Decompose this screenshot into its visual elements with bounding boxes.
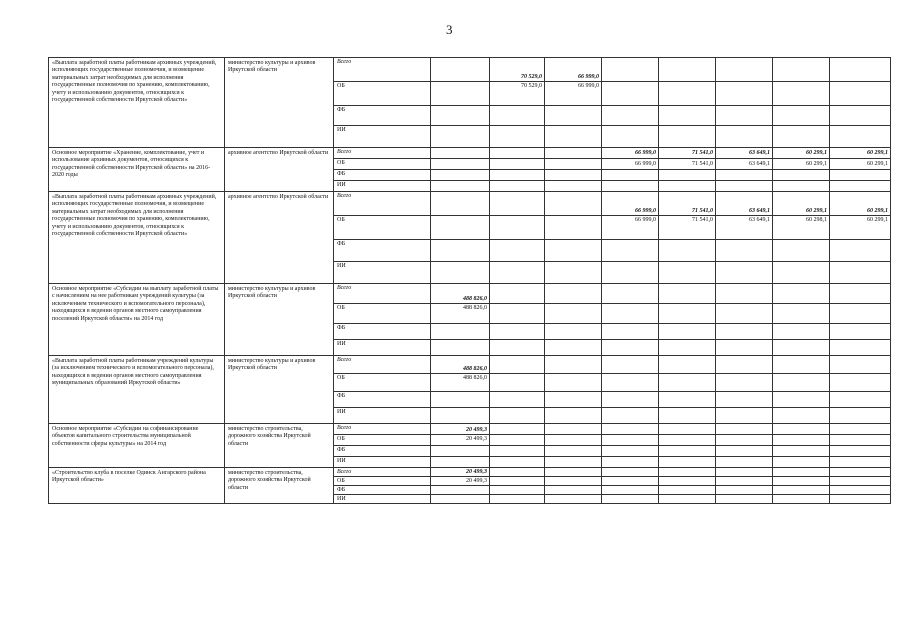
funding-source: ФБ — [334, 106, 431, 126]
amount-cell — [773, 356, 830, 374]
amount-cell — [490, 159, 545, 170]
amount-cell — [830, 106, 891, 126]
amount-cell: 60 299,1 — [773, 192, 830, 216]
responsible-executor: министерство строительства, дорожного хозяйства Иркутской области — [225, 468, 334, 504]
amount-cell — [545, 159, 602, 170]
amount-cell: 488 826,0 — [431, 374, 490, 392]
amount-cell: 20 499,3 — [431, 468, 490, 477]
funding-source: ИИ — [334, 495, 431, 504]
amount-cell — [716, 304, 773, 324]
responsible-executor: министерство культуры и архивов Иркутской области — [225, 356, 334, 424]
funding-source: ОБ — [334, 477, 431, 486]
funding-source: ИИ — [334, 457, 431, 468]
event-description: «Строительство клуба в поселке Одинск Ангарского района Иркутской области» — [49, 468, 225, 504]
amount-cell — [716, 284, 773, 304]
amount-cell — [773, 304, 830, 324]
amount-cell — [490, 148, 545, 159]
amount-cell — [602, 446, 659, 457]
amount-cell: 70 529,0 — [490, 58, 545, 82]
amount-cell — [545, 240, 602, 262]
amount-cell — [716, 170, 773, 181]
amount-cell — [602, 170, 659, 181]
amount-cell — [716, 324, 773, 340]
amount-cell — [490, 324, 545, 340]
amount-cell — [490, 181, 545, 192]
funding-source: Всего — [334, 58, 431, 82]
amount-cell — [773, 468, 830, 477]
amount-cell — [830, 181, 891, 192]
amount-cell — [716, 356, 773, 374]
amount-cell — [830, 82, 891, 106]
funding-source: ОБ — [334, 82, 431, 106]
table-row — [49, 284, 891, 304]
amount-cell — [545, 148, 602, 159]
responsible-executor: архивное агентство Иркутской области — [225, 192, 334, 284]
amount-cell — [830, 486, 891, 495]
amount-cell — [431, 457, 490, 468]
amount-cell: 71 541,0 — [659, 192, 716, 216]
funding-source: ФБ — [334, 240, 431, 262]
amount-cell — [659, 457, 716, 468]
amount-cell — [659, 324, 716, 340]
funding-source: Всего — [334, 356, 431, 374]
amount-cell — [602, 324, 659, 340]
amount-cell — [773, 495, 830, 504]
amount-cell — [716, 392, 773, 408]
amount-cell — [659, 424, 716, 435]
amount-cell — [490, 216, 545, 240]
amount-cell — [545, 495, 602, 504]
amount-cell — [490, 468, 545, 477]
amount-cell — [830, 408, 891, 424]
amount-cell — [545, 126, 602, 148]
amount-cell — [716, 477, 773, 486]
amount-cell: 66 999,0 — [602, 216, 659, 240]
amount-cell — [659, 374, 716, 392]
amount-cell — [659, 435, 716, 446]
amount-cell — [602, 468, 659, 477]
amount-cell — [545, 170, 602, 181]
amount-cell — [773, 408, 830, 424]
amount-cell — [545, 262, 602, 284]
amount-cell — [490, 356, 545, 374]
amount-cell — [431, 181, 490, 192]
amount-cell — [773, 424, 830, 435]
amount-cell — [490, 374, 545, 392]
amount-cell — [431, 126, 490, 148]
amount-cell — [545, 192, 602, 216]
amount-cell — [545, 424, 602, 435]
amount-cell — [773, 240, 830, 262]
amount-cell — [773, 435, 830, 446]
amount-cell — [490, 446, 545, 457]
amount-cell: 20 499,3 — [431, 435, 490, 446]
amount-cell — [773, 486, 830, 495]
amount-cell — [716, 435, 773, 446]
amount-cell: 488 826,0 — [431, 304, 490, 324]
funding-source: Всего — [334, 148, 431, 159]
amount-cell — [659, 170, 716, 181]
amount-cell — [716, 408, 773, 424]
amount-cell: 66 999,0 — [602, 148, 659, 159]
amount-cell — [716, 374, 773, 392]
amount-cell — [716, 106, 773, 126]
responsible-executor: министерство строительства, дорожного хозяйства Иркутской области — [225, 424, 334, 468]
amount-cell — [490, 192, 545, 216]
amount-cell — [545, 374, 602, 392]
amount-cell — [602, 262, 659, 284]
funding-source: Всего — [334, 424, 431, 435]
amount-cell — [830, 457, 891, 468]
amount-cell — [773, 284, 830, 304]
amount-cell — [659, 58, 716, 82]
amount-cell — [490, 106, 545, 126]
amount-cell — [602, 495, 659, 504]
funding-source: ФБ — [334, 486, 431, 495]
amount-cell — [716, 446, 773, 457]
amount-cell — [716, 126, 773, 148]
amount-cell — [602, 240, 659, 262]
amount-cell — [830, 240, 891, 262]
amount-cell: 488 826,0 — [431, 356, 490, 374]
amount-cell — [602, 408, 659, 424]
amount-cell: 60 299,1 — [773, 148, 830, 159]
amount-cell: 71 541,0 — [659, 148, 716, 159]
amount-cell — [773, 262, 830, 284]
amount-cell: 63 649,1 — [716, 216, 773, 240]
event-description: «Выплата заработной платы работникам архивных учреждений, исполняющих государственные полномочия, и возмещение материальных затрат необходимых для исполнения государственные полномочия по хранению, комплектованию, учету и использованию документов, относящихся к государственной собственности Иркутской области» — [49, 58, 225, 148]
amount-cell — [830, 435, 891, 446]
event-description: Основное мероприятие «Хранение, комплектование, учет и использование архивных документов, относящихся к государственной собственности Иркутской области» на 2016-2020 годы — [49, 148, 225, 192]
event-description: «Выплата заработной платы работникам архивных учреждений, исполняющих государственные полномочия, и возмещение материальных затрат необходимых для исполнения государственные полномочия по хранению, комплектованию, учету и использованию документов, относящихся к государственной собственности Иркутской области» — [49, 192, 225, 284]
amount-cell — [716, 82, 773, 106]
amount-cell: 71 541,0 — [659, 216, 716, 240]
amount-cell: 488 826,0 — [431, 284, 490, 304]
amount-cell — [716, 424, 773, 435]
amount-cell — [659, 304, 716, 324]
amount-cell — [830, 424, 891, 435]
amount-cell: 66 999,0 — [602, 192, 659, 216]
amount-cell — [773, 106, 830, 126]
amount-cell: 66 999,0 — [545, 58, 602, 82]
amount-cell: 20 499,3 — [431, 477, 490, 486]
amount-cell — [431, 262, 490, 284]
table-row — [49, 148, 891, 159]
amount-cell — [490, 477, 545, 486]
table-row — [49, 356, 891, 374]
funding-source: ФБ — [334, 170, 431, 181]
amount-cell — [431, 216, 490, 240]
amount-cell — [659, 468, 716, 477]
amount-cell — [545, 446, 602, 457]
funding-source: ИИ — [334, 126, 431, 148]
amount-cell — [830, 340, 891, 356]
amount-cell — [545, 216, 602, 240]
amount-cell — [490, 170, 545, 181]
table-row — [49, 424, 891, 435]
amount-cell — [830, 126, 891, 148]
amount-cell — [490, 262, 545, 284]
amount-cell — [773, 82, 830, 106]
funding-source: ИИ — [334, 340, 431, 356]
amount-cell — [490, 486, 545, 495]
amount-cell — [659, 340, 716, 356]
amount-cell — [716, 181, 773, 192]
amount-cell — [431, 148, 490, 159]
funding-source: Всего — [334, 468, 431, 477]
amount-cell — [602, 392, 659, 408]
amount-cell — [659, 392, 716, 408]
table-row — [49, 468, 891, 477]
responsible-executor: министерство культуры и архивов Иркутской области — [225, 58, 334, 148]
amount-cell — [602, 486, 659, 495]
amount-cell — [716, 240, 773, 262]
amount-cell — [716, 495, 773, 504]
table-row — [49, 58, 891, 82]
funding-source: Всего — [334, 192, 431, 216]
amount-cell — [490, 435, 545, 446]
amount-cell — [773, 324, 830, 340]
amount-cell — [830, 374, 891, 392]
amount-cell — [830, 392, 891, 408]
amount-cell — [545, 468, 602, 477]
amount-cell — [716, 486, 773, 495]
amount-cell — [659, 106, 716, 126]
funding-source: ФБ — [334, 392, 431, 408]
amount-cell — [773, 374, 830, 392]
amount-cell — [830, 284, 891, 304]
funding-source: ИИ — [334, 181, 431, 192]
amount-cell — [716, 58, 773, 82]
amount-cell — [773, 446, 830, 457]
amount-cell — [490, 340, 545, 356]
amount-cell — [830, 477, 891, 486]
amount-cell: 20 499,3 — [431, 424, 490, 435]
amount-cell — [431, 392, 490, 408]
responsible-executor: архивное агентство Иркутской области — [225, 148, 334, 192]
amount-cell: 60 298,1 — [773, 216, 830, 240]
amount-cell — [830, 356, 891, 374]
funding-source: ОБ — [334, 304, 431, 324]
amount-cell — [830, 304, 891, 324]
amount-cell — [431, 408, 490, 424]
amount-cell — [490, 126, 545, 148]
amount-cell: 60 299,1 — [830, 192, 891, 216]
amount-cell — [830, 262, 891, 284]
amount-cell — [659, 126, 716, 148]
amount-cell — [545, 408, 602, 424]
amount-cell — [431, 170, 490, 181]
funding-source: Всего — [334, 284, 431, 304]
amount-cell — [773, 181, 830, 192]
amount-cell — [602, 58, 659, 82]
amount-cell — [830, 446, 891, 457]
amount-cell — [545, 457, 602, 468]
amount-cell — [490, 408, 545, 424]
amount-cell — [602, 126, 659, 148]
amount-cell — [431, 324, 490, 340]
amount-cell — [830, 324, 891, 340]
amount-cell — [490, 495, 545, 504]
funding-source: ОБ — [334, 216, 431, 240]
amount-cell — [490, 240, 545, 262]
funding-source: ОБ — [334, 159, 431, 170]
amount-cell: 66 999,0 — [545, 82, 602, 106]
amount-cell — [431, 106, 490, 126]
amount-cell — [659, 477, 716, 486]
amount-cell — [431, 192, 490, 216]
amount-cell — [659, 486, 716, 495]
event-description: Основное мероприятие «Субсидии на выплату заработной платы с начислением на нее работникам учреждений культуры (за исключением технического и вспомогательного персонала), находящихся в ведении органов местного самоуправления поселений Иркутской области» на 2014 год — [49, 284, 225, 356]
amount-cell: 63 649,1 — [716, 192, 773, 216]
amount-cell — [602, 304, 659, 324]
amount-cell — [545, 486, 602, 495]
amount-cell — [545, 435, 602, 446]
amount-cell — [602, 340, 659, 356]
page-number: 3 — [446, 22, 453, 37]
amount-cell — [659, 82, 716, 106]
amount-cell — [773, 392, 830, 408]
amount-cell — [602, 82, 659, 106]
amount-cell — [545, 284, 602, 304]
amount-cell: 63 649,1 — [716, 148, 773, 159]
amount-cell — [431, 82, 490, 106]
amount-cell — [545, 392, 602, 408]
amount-cell — [490, 304, 545, 324]
amount-cell — [716, 468, 773, 477]
amount-cell — [431, 446, 490, 457]
amount-cell — [545, 340, 602, 356]
amount-cell — [659, 446, 716, 457]
amount-cell — [431, 340, 490, 356]
amount-cell — [830, 468, 891, 477]
responsible-executor: министерство культуры и архивов Иркутской области — [225, 284, 334, 356]
amount-cell — [545, 304, 602, 324]
funding-source: ОБ — [334, 374, 431, 392]
amount-cell — [602, 374, 659, 392]
amount-cell — [431, 495, 490, 504]
amount-cell: 63 649,1 — [716, 159, 773, 170]
amount-cell — [773, 457, 830, 468]
amount-cell — [602, 181, 659, 192]
amount-cell — [830, 58, 891, 82]
funding-source: ФБ — [334, 446, 431, 457]
amount-cell: 60 299,1 — [830, 159, 891, 170]
amount-cell — [602, 356, 659, 374]
amount-cell — [431, 159, 490, 170]
amount-cell — [773, 340, 830, 356]
event-description: «Выплата заработной платы работникам учреждений культуры (за исключением технического и вспомогательного персонала), находящихся в ведении органов местного самоуправления муниципальных образований Иркутской области» — [49, 356, 225, 424]
amount-cell: 60 299,1 — [830, 148, 891, 159]
amount-cell: 60 299,1 — [830, 216, 891, 240]
amount-cell: 66 999,0 — [602, 159, 659, 170]
amount-cell — [773, 126, 830, 148]
funding-source: ФБ — [334, 324, 431, 340]
amount-cell — [716, 457, 773, 468]
amount-cell — [490, 424, 545, 435]
amount-cell — [602, 457, 659, 468]
amount-cell — [545, 356, 602, 374]
amount-cell — [830, 495, 891, 504]
amount-cell — [830, 170, 891, 181]
amount-cell — [431, 486, 490, 495]
amount-cell — [545, 106, 602, 126]
amount-cell — [490, 284, 545, 304]
amount-cell: 71 541,0 — [659, 159, 716, 170]
amount-cell — [716, 262, 773, 284]
amount-cell — [602, 284, 659, 304]
amount-cell — [773, 170, 830, 181]
amount-cell — [773, 58, 830, 82]
amount-cell — [716, 340, 773, 356]
amount-cell — [431, 240, 490, 262]
amount-cell — [659, 356, 716, 374]
funding-source: ОБ — [334, 435, 431, 446]
amount-cell — [602, 477, 659, 486]
amount-cell — [659, 181, 716, 192]
funding-source: ИИ — [334, 262, 431, 284]
amount-cell — [490, 457, 545, 468]
amount-cell — [773, 477, 830, 486]
amount-cell — [659, 408, 716, 424]
budget-table — [48, 57, 891, 504]
amount-cell — [659, 495, 716, 504]
amount-cell — [602, 106, 659, 126]
table-row — [49, 192, 891, 216]
amount-cell — [602, 424, 659, 435]
amount-cell — [602, 435, 659, 446]
amount-cell — [490, 392, 545, 408]
amount-cell — [659, 262, 716, 284]
amount-cell — [659, 284, 716, 304]
funding-source: ИИ — [334, 408, 431, 424]
amount-cell — [659, 240, 716, 262]
amount-cell — [545, 181, 602, 192]
event-description: Основное мероприятие «Субсидии на софинансирование объектов капитального строительства муниципальной собственности сферы культуры» на 2014 год — [49, 424, 225, 468]
amount-cell: 60 299,1 — [773, 159, 830, 170]
amount-cell: 70 529,0 — [490, 82, 545, 106]
amount-cell — [545, 477, 602, 486]
amount-cell — [431, 58, 490, 82]
amount-cell — [545, 324, 602, 340]
